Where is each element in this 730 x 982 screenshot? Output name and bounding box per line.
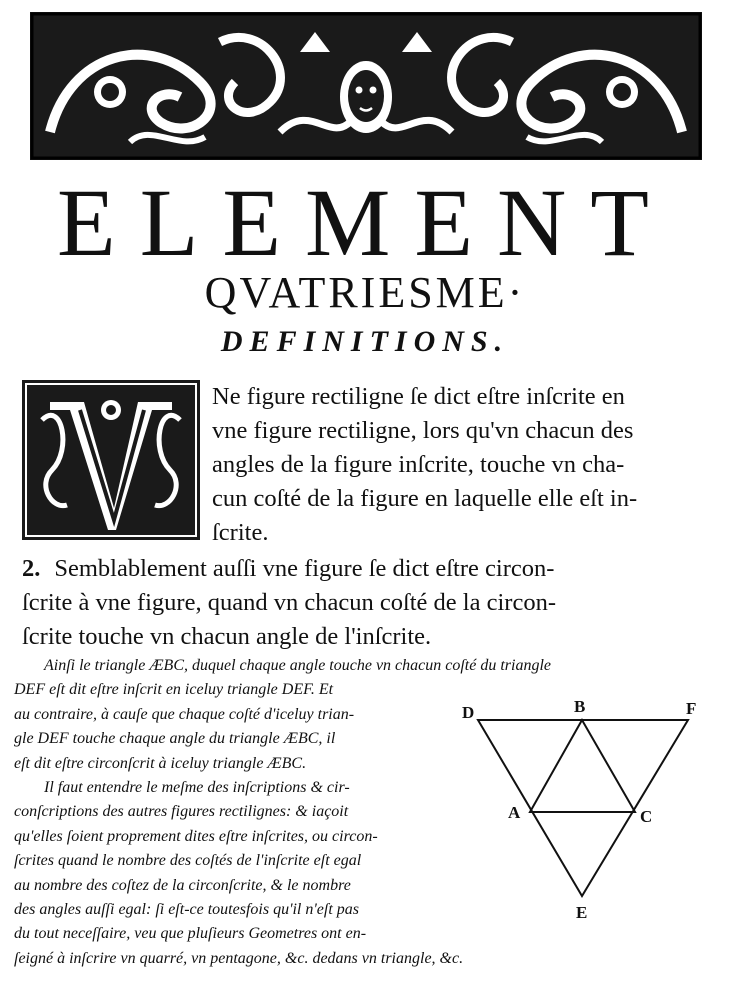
commentary-line: conſcriptions des autres figures rectilignes: & iaçoit <box>14 803 349 821</box>
page-title: ELEMENT <box>57 169 673 276</box>
triangle-abc <box>530 720 635 812</box>
definition-1-line: cun coſté de la figure en laquelle elle eſt in- <box>212 485 638 512</box>
commentary-line: des angles auſſi egal: ſi eſt-ce toutesfois qu'il n'eſt pas <box>14 901 360 919</box>
commentary-line: eſt dit eſtre circonſcrit à iceluy triangle ÆBC. <box>14 754 307 772</box>
definition-2-line: ſcrite touche vn chacun angle de l'inſcrite. <box>22 623 432 650</box>
section-heading: DEFINITIONS. <box>220 325 510 358</box>
definition-2 <box>22 552 712 654</box>
commentary-line: DEF eſt dit eſtre inſcrit en iceluy triangle DEF. Et <box>14 681 334 699</box>
definition-2-line: ſcrite à vne figure, quand vn chacun coſté de la circon- <box>22 589 556 616</box>
definition-number: 2. <box>22 555 41 582</box>
definition-1-line: vne figure rectiligne, lors qu'vn chacun des <box>212 417 634 444</box>
commentary-line: gle DEF touche chaque angle du triangle ÆBC, il <box>14 730 336 748</box>
label-b: B <box>574 700 586 716</box>
commentary-line: Il faut entendre le meſme des inſcriptions & cir- <box>44 779 350 797</box>
definition-1-line: angles de la figure inſcrite, touche vn cha- <box>212 451 625 478</box>
commentary-line: du tout neceſſaire, veu que pluſieurs Geometres ont en- <box>14 925 367 943</box>
inscribed-triangle-figure <box>460 700 720 930</box>
definition-1 <box>212 380 718 550</box>
commentary-line: au nombre des coſtez de la circonſcrite, & le nombre <box>14 876 351 894</box>
label-a: A <box>508 803 521 822</box>
definition-1-line: Ne figure rectiligne ſe dict eſtre inſcrite en <box>212 383 625 410</box>
floral-header-ornament-icon <box>30 12 702 160</box>
label-d: D <box>462 703 475 722</box>
label-c: C <box>640 807 653 826</box>
commentary-line: au contraire, à cauſe que chaque coſté d'iceluy trian- <box>14 705 355 723</box>
commentary-line: Ainſi le triangle ÆBC, duquel chaque angle touche vn chacun coſté du triangle <box>44 657 551 674</box>
page-subtitle: QVATRIESME· <box>204 268 526 317</box>
label-f: F <box>686 700 697 718</box>
commentary-line: qu'elles ſoient proprement dites eſtre inſcrites, ou circon- <box>14 827 378 845</box>
definition-1-line: ſcrite. <box>212 519 269 546</box>
commentary-line: ſcrites quand le nombre des coſtés de l'inſcrite eſt egal <box>14 852 362 870</box>
label-e: E <box>576 903 588 922</box>
definition-2-line: Semblablement auſſi vne figure ſe dict eſtre circon- <box>54 555 555 582</box>
decorated-initial-v-icon <box>22 380 200 540</box>
commentary-line: ſeigné à inſcrire vn quarré, vn pentagone, &c. dedans vn triangle, &c. <box>14 949 464 967</box>
